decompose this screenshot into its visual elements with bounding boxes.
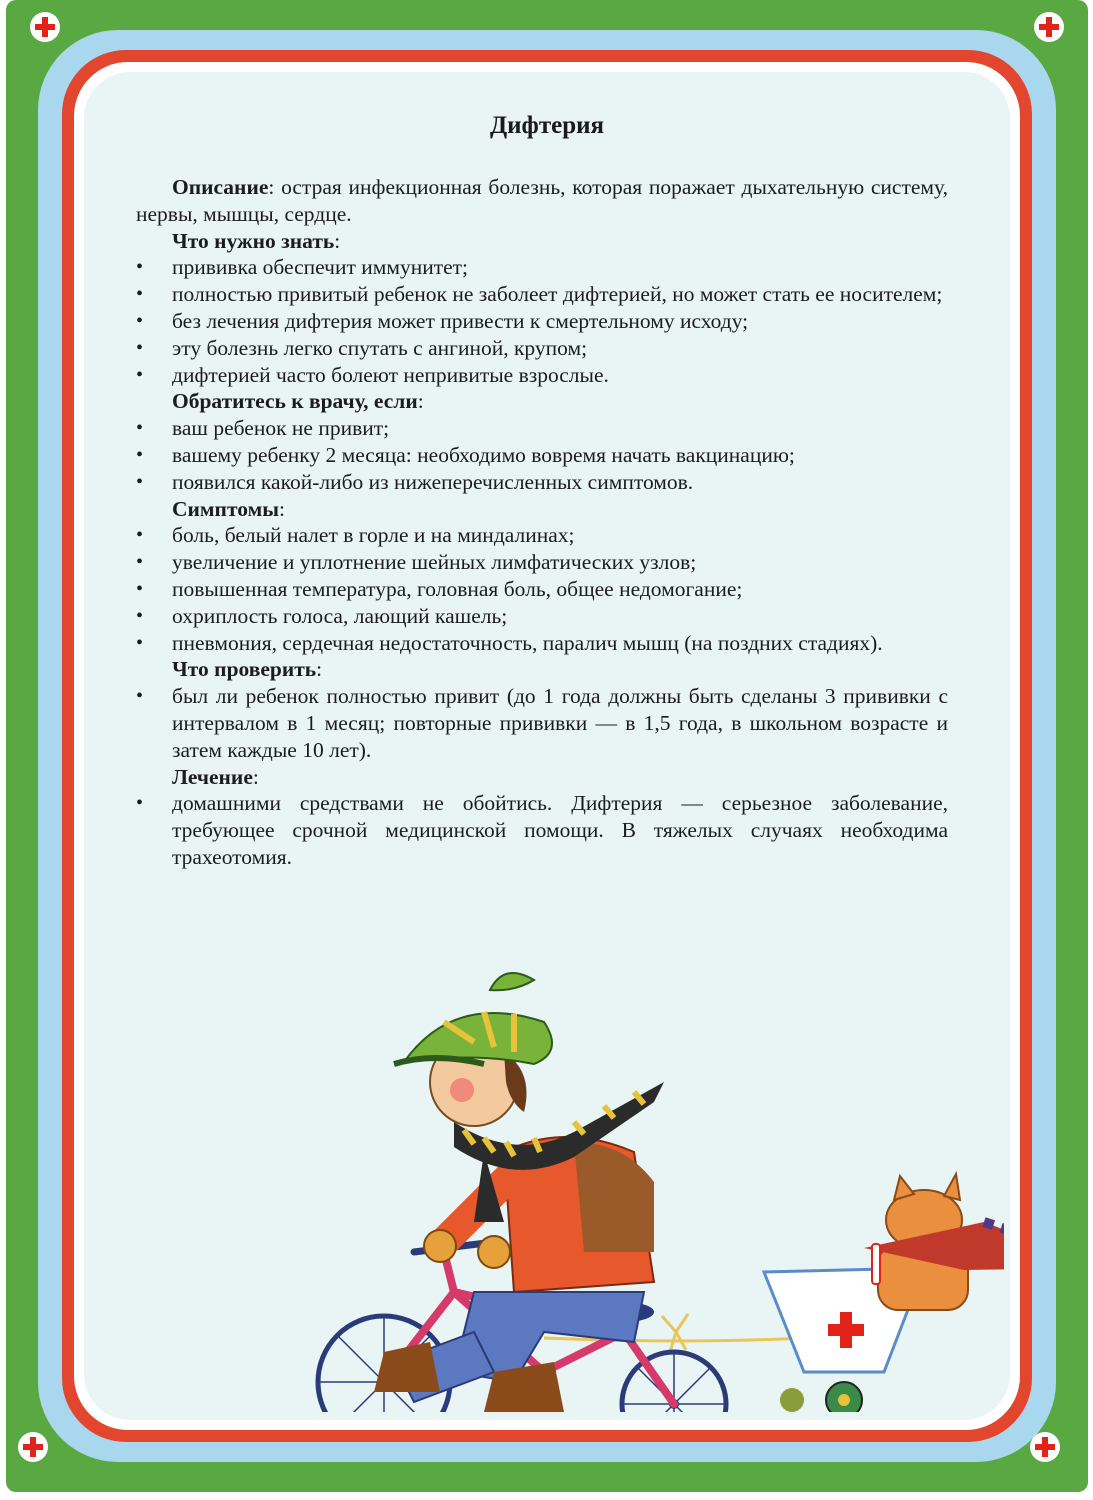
list-item: • охриплость голоса, лающий кашель; (136, 603, 948, 630)
content-area (84, 72, 1010, 1420)
list-item: • ваш ребенок не привит; (136, 415, 948, 442)
list-item: • полностью привитый ребенок не заболеет дифтерией, но может стать ее носителем; (136, 281, 948, 308)
section-heading-treatment: Лечение: (172, 764, 259, 789)
section-heading-doctor: Обратитесь к врачу, если: (172, 389, 424, 414)
description-label: Описание (172, 175, 269, 199)
list-check (136, 683, 948, 763)
list-item: • появился какой-либо из нижеперечисленных симптомов. (136, 469, 948, 496)
list-treatment (136, 790, 948, 870)
article-body (136, 174, 948, 871)
red-cross-icon (30, 12, 60, 42)
list-know (136, 254, 948, 388)
list-item: • без лечения дифтерия может привести к смертельному исходу; (136, 308, 948, 335)
list-item: • боль, белый налет в горле и на миндалинах; (136, 522, 948, 549)
list-doctor (136, 415, 948, 495)
section-heading-check: Что проверить: (172, 657, 323, 682)
section-heading-know: Что нужно знать: (172, 228, 341, 253)
list-item: • пневмония, сердечная недостаточность, паралич мышц (на поздних стадиях). (136, 630, 948, 657)
description-text: : острая инфекционная болезнь, которая поражает дыхательную систему, нервы, мышцы, сердце. (136, 175, 948, 226)
red-cross-icon (1030, 1432, 1060, 1462)
list-item: • увеличение и уплотнение шейных лимфатических узлов; (136, 549, 948, 576)
list-item: • прививка обеспечит иммунитет; (136, 254, 948, 281)
description-paragraph (136, 174, 948, 228)
list-item: • эту болезнь легко спутать с ангиной, крупом; (136, 335, 948, 362)
sick-boy-on-bicycle-illustration (244, 952, 1004, 1412)
list-item: • вашему ребенку 2 месяца: необходимо вовремя начать вакцинацию; (136, 442, 948, 469)
list-symptoms (136, 522, 948, 656)
list-item: • дифтерией часто болеют непривитые взрослые. (136, 362, 948, 389)
page-title: Дифтерия (489, 112, 605, 139)
section-heading-symptoms: Симптомы: (172, 496, 285, 521)
list-item: • домашними средствами не обойтись. Дифтерия — серьезное заболевание, требующее срочной медицинской помощи. В тяжелых случаях необходима трахеотомия. (136, 790, 948, 870)
red-cross-icon (18, 1432, 48, 1462)
list-item: • повышенная температура, головная боль, общее недомогание; (136, 576, 948, 603)
list-item: • был ли ребенок полностью привит (до 1 года должны быть сделаны 3 прививки с интервалом в 1 месяц; повторные прививки — в 1,5 года, в школьном возрасте и затем каждые 10 лет). (136, 683, 948, 763)
red-cross-icon (1034, 12, 1064, 42)
